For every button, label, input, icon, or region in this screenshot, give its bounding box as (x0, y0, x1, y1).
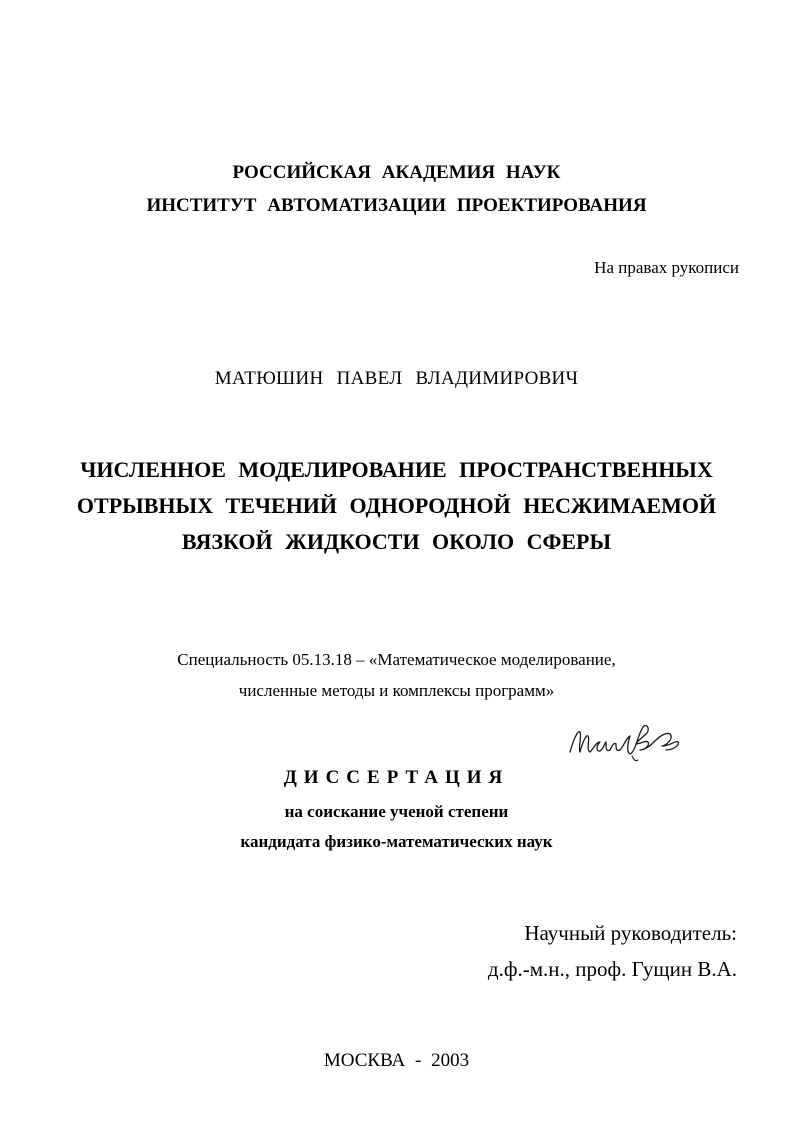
specialty-line-2: численные методы и комплексы программ» (238, 681, 555, 700)
author-name: МАТЮШИН ПАВЕЛ ВЛАДИМИРОВИЧ (214, 368, 579, 389)
specialty-line-1: Специальность 05.13.18 – «Математическое моделирование, (177, 650, 616, 669)
degree-line-2: кандидата физико-математических наук (240, 832, 553, 851)
academy-heading: РОССИЙСКАЯ АКАДЕМИЯ НАУК (232, 162, 561, 183)
city-year: МОСКВА - 2003 (323, 1050, 470, 1071)
title-line-1: ЧИСЛЕННОЕ МОДЕЛИРОВАНИЕ ПРОСТРАНСТВЕННЫХ (80, 457, 713, 482)
manuscript-note: На правах рукописи (594, 258, 739, 277)
title-line-3: ВЯЗКОЙ ЖИДКОСТИ ОКОЛО СФЕРЫ (181, 529, 612, 554)
advisor-label: Научный руководитель: (524, 921, 737, 945)
work-type: ДИССЕРТАЦИЯ (283, 767, 510, 788)
degree-line-1: на соискание ученой степени (284, 802, 509, 821)
advisor-name: д.ф.-м.н., проф. Гущин В.А. (487, 957, 737, 981)
institute-heading: ИНСТИТУТ АВТОМАТИЗАЦИИ ПРОЕКТИРОВАНИЯ (146, 195, 647, 216)
title-line-2: ОТРЫВНЫХ ТЕЧЕНИЙ ОДНОРОДНОЙ НЕСЖИМАЕМОЙ (76, 493, 717, 518)
author-signature (566, 718, 684, 768)
